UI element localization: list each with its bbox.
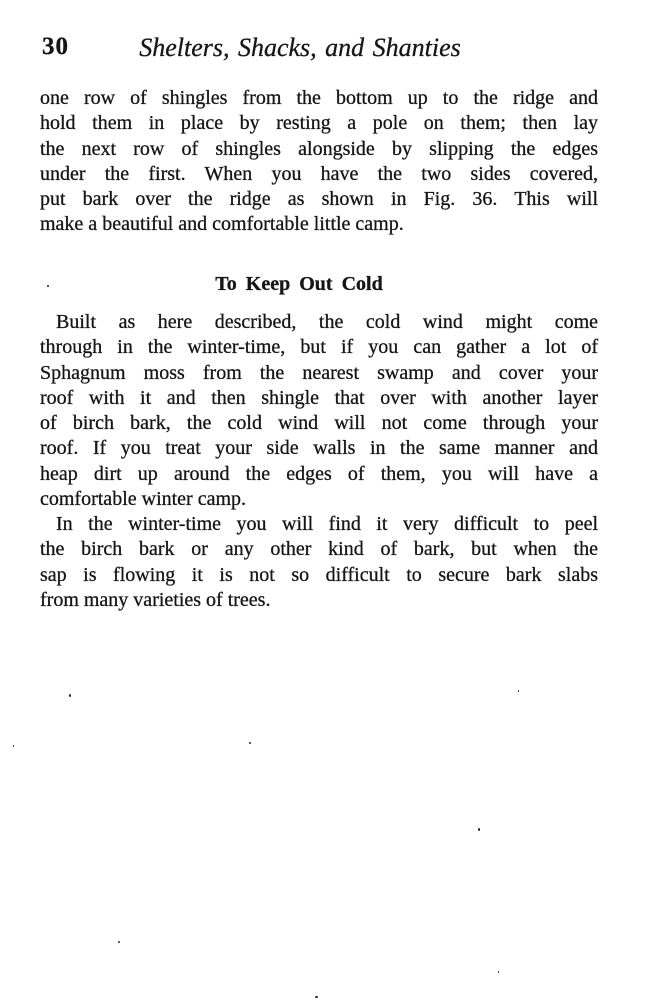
text-line: roof. If you treat your side walls in the same manner and bbox=[40, 437, 598, 460]
text-line: put bark over the ridge as shown in Fig. 36. This will bbox=[40, 188, 598, 211]
text-line: hold them in place by resting a pole on them; then lay bbox=[40, 112, 598, 135]
text-line: the birch bark or any other kind of bark, but when the bbox=[40, 538, 598, 561]
scan-speck bbox=[478, 828, 480, 831]
scan-speck bbox=[498, 971, 499, 973]
text-line: roof with it and then shingle that over with another layer bbox=[40, 386, 598, 409]
text-line: one row of shingles from the bottom up to the ridge and bbox=[40, 87, 598, 109]
scan-speck bbox=[118, 941, 120, 943]
section-heading: To Keep Out Cold bbox=[215, 273, 383, 295]
text-line: In the winter-time you will find it very difficult to peel bbox=[56, 513, 598, 535]
text-line: from many varieties of trees. bbox=[40, 588, 271, 611]
scan-speck bbox=[13, 745, 14, 747]
page-number: 30 bbox=[42, 33, 69, 60]
text-line: comfortable winter camp. bbox=[40, 488, 247, 511]
paragraph-continuation bbox=[40, 86, 598, 238]
running-head bbox=[0, 33, 600, 67]
text-line: make a beautiful and comfortable little camp. bbox=[40, 213, 404, 236]
paragraph-keep-out-cold bbox=[40, 310, 598, 512]
text-line: sap is flowing it is not so difficult to secure bark slabs bbox=[40, 563, 598, 586]
paragraph-winter-bark bbox=[40, 512, 598, 613]
scan-speck bbox=[518, 690, 519, 692]
text-line: Built as here described, the cold wind might come bbox=[56, 311, 598, 333]
text-line: Sphagnum moss from the nearest swamp and cover your bbox=[40, 361, 598, 384]
text-line: under the first. When you have the two sides covered, bbox=[40, 162, 598, 185]
scan-speck bbox=[69, 694, 71, 697]
text-line: heap dirt up around the edges of them, you will have a bbox=[40, 462, 598, 485]
scan-speck bbox=[315, 996, 318, 998]
running-title: Shelters, Shacks, and Shanties bbox=[139, 33, 461, 62]
text-line: the next row of shingles alongside by slipping the edges bbox=[40, 137, 598, 160]
text-line: through in the winter-time, but if you can gather a lot of bbox=[40, 336, 598, 359]
scan-speck bbox=[47, 285, 49, 287]
text-line: of birch bark, the cold wind will not come through your bbox=[40, 412, 598, 435]
scan-speck bbox=[249, 742, 251, 744]
